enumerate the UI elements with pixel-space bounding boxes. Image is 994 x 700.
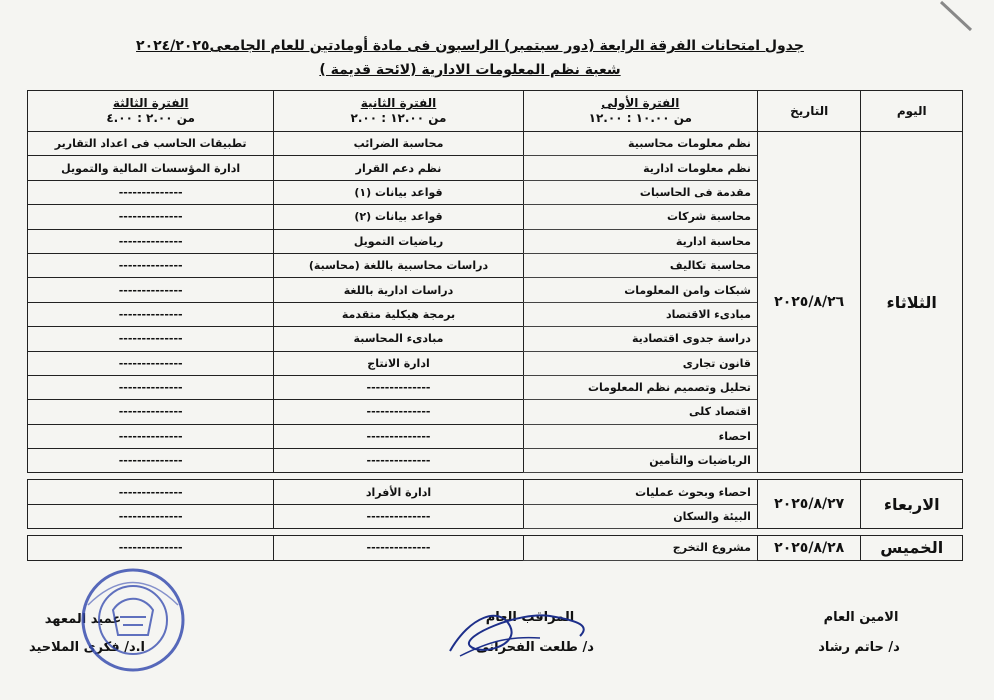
subject-cell-period-2: دراسات محاسبية باللغة (محاسبة) — [274, 253, 523, 277]
subject-cell-period-3: -------------- — [28, 400, 274, 424]
date-cell: ٢٠٢٥/٨/٢٦ — [757, 132, 861, 473]
schedule-body — [28, 132, 963, 561]
header-day: اليوم — [861, 91, 963, 132]
dean-name: ا.د/ فكرى الملاحيد — [28, 640, 146, 655]
subject-cell-period-1: الرياضيات والتأمين — [523, 449, 757, 473]
subject-cell-period-3: -------------- — [28, 180, 274, 204]
subject-cell-period-2: -------------- — [274, 375, 523, 399]
subject-cell-period-1: احصاء — [523, 424, 757, 448]
subject-cell-period-1: شبكات وامن المعلومات — [523, 278, 757, 302]
subject-cell-period-3: -------------- — [28, 449, 274, 473]
subject-cell-period-3: -------------- — [28, 278, 274, 302]
subject-cell-period-2: -------------- — [274, 424, 523, 448]
page-corner-mark — [936, 0, 976, 36]
period-1-name: الفترة الأولى — [601, 96, 680, 110]
day-separator — [28, 473, 963, 480]
subject-cell-period-2: ادارة الأفراد — [274, 480, 523, 504]
day-cell: الثلاثاء — [861, 132, 963, 473]
auditor-name: د/ طلعت الفحرانى — [476, 640, 594, 655]
subject-cell-period-3: تطبيقات الحاسب فى اعداد التقارير — [28, 132, 274, 156]
official-seal-stamp — [78, 565, 188, 675]
subject-cell-period-1: مبادىء الاقتصاد — [523, 302, 757, 326]
day-cell: الخميس — [861, 536, 963, 560]
subject-cell-period-1: البيئة والسكان — [523, 504, 757, 528]
subject-cell-period-2: -------------- — [274, 536, 523, 560]
subject-cell-period-2: رياضيات التمويل — [274, 229, 523, 253]
subject-cell-period-2: -------------- — [274, 449, 523, 473]
subject-cell-period-2: مبادىء المحاسبة — [274, 327, 523, 351]
subject-cell-period-3: -------------- — [28, 253, 274, 277]
subject-cell-period-1: محاسبة تكاليف — [523, 253, 757, 277]
period-2-time: من ١٢.٠٠ : ٢.٠٠ — [350, 111, 447, 125]
subject-cell-period-2: قواعد بيانات (١) — [274, 180, 523, 204]
handwritten-signature — [440, 596, 600, 666]
subject-cell-period-3: -------------- — [28, 205, 274, 229]
subject-cell-period-1: اقتصاد كلى — [523, 400, 757, 424]
subject-cell-period-3: -------------- — [28, 375, 274, 399]
subject-cell-period-2: نظم دعم القرار — [274, 156, 523, 180]
subject-cell-period-2: برمجة هيكلية متقدمة — [274, 302, 523, 326]
subject-cell-period-2: قواعد بيانات (٢) — [274, 205, 523, 229]
secretary-name: د/ حاتم رشاد — [818, 640, 900, 655]
date-cell: ٢٠٢٥/٨/٢٨ — [757, 536, 861, 560]
subject-cell-period-3: -------------- — [28, 504, 274, 528]
table-row — [28, 536, 963, 560]
period-2-name: الفترة الثانية — [360, 96, 437, 110]
auditor-title: المراقب العام — [485, 610, 575, 625]
exam-schedule-table — [27, 90, 963, 561]
subject-cell-period-1: تحليل وتصميم نظم المعلومات — [523, 375, 757, 399]
subject-cell-period-1: دراسة جدوى اقتصادية — [523, 327, 757, 351]
subject-cell-period-1: نظم معلومات ادارية — [523, 156, 757, 180]
subject-cell-period-1: احصاء وبحوث عمليات — [523, 480, 757, 504]
subject-cell-period-1: مقدمة فى الحاسبات — [523, 180, 757, 204]
subject-cell-period-3: -------------- — [28, 351, 274, 375]
subject-cell-period-2: دراسات ادارية باللغة — [274, 278, 523, 302]
header-period-1 — [523, 91, 757, 132]
subject-cell-period-3: -------------- — [28, 302, 274, 326]
period-3-time: من ٢.٠٠ : ٤.٠٠ — [106, 111, 195, 125]
subject-cell-period-3: -------------- — [28, 229, 274, 253]
day-separator — [28, 529, 963, 536]
table-header-row — [28, 91, 963, 132]
date-cell: ٢٠٢٥/٨/٢٧ — [757, 480, 861, 529]
subject-cell-period-3: -------------- — [28, 480, 274, 504]
subject-cell-period-3: -------------- — [28, 536, 274, 560]
period-3-name: الفترة الثالثة — [112, 96, 189, 110]
separator-cell — [28, 473, 963, 480]
subject-cell-period-2: -------------- — [274, 504, 523, 528]
dean-title: عميد المعهد — [44, 612, 122, 627]
secretary-title: الامين العام — [823, 610, 899, 625]
subject-cell-period-2: ادارة الانتاج — [274, 351, 523, 375]
subject-cell-period-2: محاسبة الضرائب — [274, 132, 523, 156]
subject-cell-period-1: محاسبة ادارية — [523, 229, 757, 253]
subject-cell-period-3: -------------- — [28, 327, 274, 351]
period-1-time: من ١٠.٠٠ : ١٢.٠٠ — [588, 111, 692, 125]
subject-cell-period-3: -------------- — [28, 424, 274, 448]
header-date: التاريخ — [757, 91, 861, 132]
day-cell: الاربعاء — [861, 480, 963, 529]
table-row — [28, 480, 963, 504]
document-title: جدول امتحانات الفرقة الرابعة (دور سبتمبر) الراسبون فى مادة أومادتين للعام الجامعى٢٠٢٤/٢٠٢٥ — [136, 38, 804, 54]
header-period-3 — [28, 91, 274, 132]
subject-cell-period-1: نظم معلومات محاسبية — [523, 132, 757, 156]
subject-cell-period-2: -------------- — [274, 400, 523, 424]
separator-cell — [28, 529, 963, 536]
document-subtitle: شعبة نظم المعلومات الادارية (لائحة قديمة ) — [319, 62, 621, 78]
subject-cell-period-1: مشروع التخرج — [523, 536, 757, 560]
subject-cell-period-1: قانون تجارى — [523, 351, 757, 375]
subject-cell-period-3: ادارة المؤسسات المالية والتمويل — [28, 156, 274, 180]
table-row — [28, 132, 963, 156]
header-period-2 — [274, 91, 523, 132]
subject-cell-period-1: محاسبة شركات — [523, 205, 757, 229]
